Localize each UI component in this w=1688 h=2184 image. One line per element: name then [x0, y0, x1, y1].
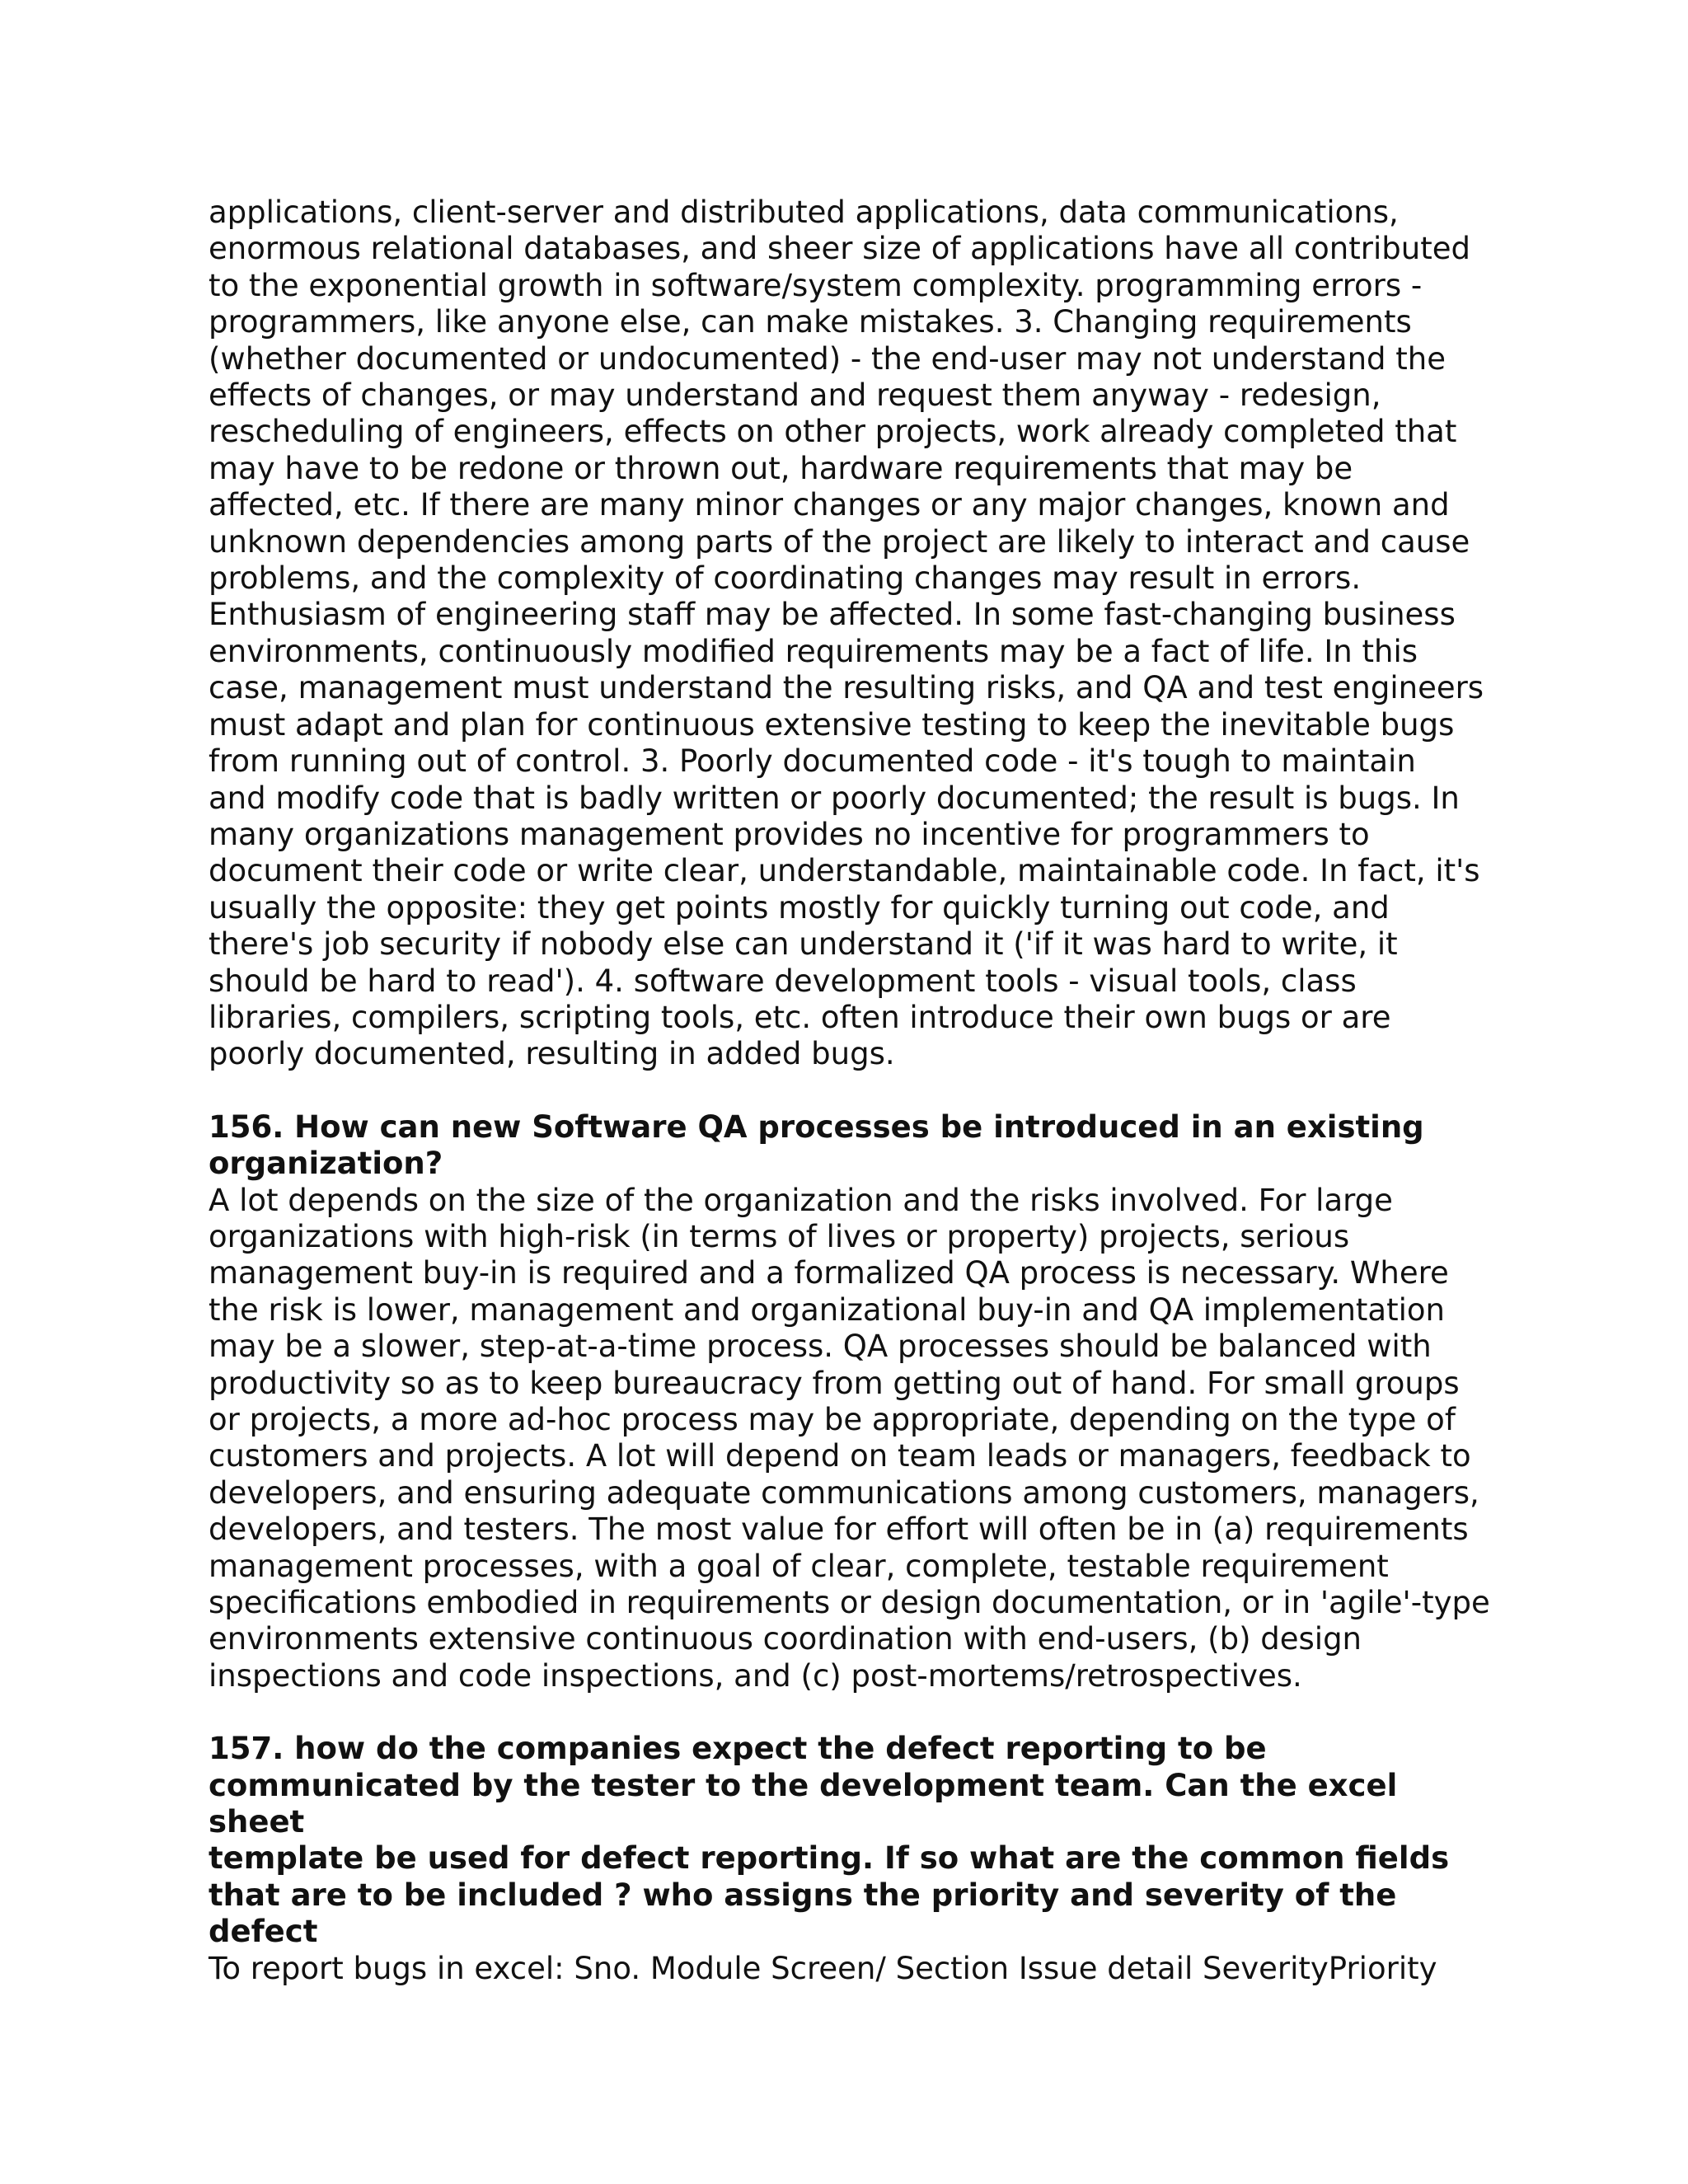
question-156-answer: A lot depends on the size of the organization and the risks involved. For large organizations with high-risk (in terms of lives or property) projects, serious management buy-in is required and a formalized QA process is necessary. Where the risk is lower, management and organizational buy-in and QA implementation may be a slower, step-at-a-time process. QA processes should be balanced with productivity so as to keep bureaucracy from getting out of hand. For small groups or projects, a more ad-hoc process may be appropriate, depending on the type of customers and projects. A lot will depend on team leads or managers, feedback to developers, and ensuring adequate communications among customers, managers, developers, and testers. The most value for effort will often be in (a) requirements management processes, with a goal of clear, complete, testable requirement specifications embodied in requirements or design documentation, or in 'agile'-type environments extensive continuous coordination with end-users, (b) design inspections and code inspections, and (c) post-mortems/retrospectives.: [209, 1182, 1490, 1694]
question-157-section: [209, 1731, 1494, 1987]
intro-paragraph: applications, client-server and distributed applications, data communications, enormous relational databases, and sheer size of applications have all contributed to the exponential growth in software/system complexity. programming errors - programmers, like anyone else, can make mistakes. 3. Changing requirements (whether documented or undocumented) - the end-user may not understand the effects of changes, or may understand and request them anyway - redesign, rescheduling of engineers, effects on other projects, work already completed that may have to be redone or thrown out, hardware requirements that may be affected, etc. If there are many minor changes or any major changes, known and unknown dependencies among parts of the project are likely to interact and cause problems, and the complexity of coordinating changes may result in errors. Enthusiasm of engineering staff may be affected. In some fast-changing business environments, continuously modified requirements may be a fact of life. In this case, management must understand the resulting risks, and QA and test engineers must adapt and plan for continuous extensive testing to keep the inevitable bugs from running out of control. 3. Poorly documented code - it's tough to maintain and modify code that is badly written or poorly documented; the result is bugs. In many organizations management provides no incentive for programmers to document their code or write clear, understandable, maintainable code. In fact, it's usually the opposite: they get points mostly for quickly turning out code, and there's job security if nobody else can understand it ('if it was hard to write, it should be hard to read'). 4. software development tools - visual tools, class libraries, compilers, scripting tools, etc. often introduce their own bugs or are poorly documented, resulting in added bugs.: [209, 194, 1484, 1072]
document-page: [209, 194, 1494, 1987]
question-156-heading: 156. How can new Software QA processes be introduced in an existing organization?: [209, 1108, 1424, 1182]
question-156-section: [209, 1109, 1494, 1695]
question-157-heading: 157. how do the companies expect the defect reporting to be communicated by the tester to the development team. Can the excel sheet template be used for defect reporting. If so what are the common fields that are to be included ? who assigns the priority and severity of the defect: [209, 1731, 1450, 1950]
question-157-answer: To report bugs in excel: Sno. Module Screen/ Section Issue detail SeverityPriority: [209, 1950, 1437, 1986]
